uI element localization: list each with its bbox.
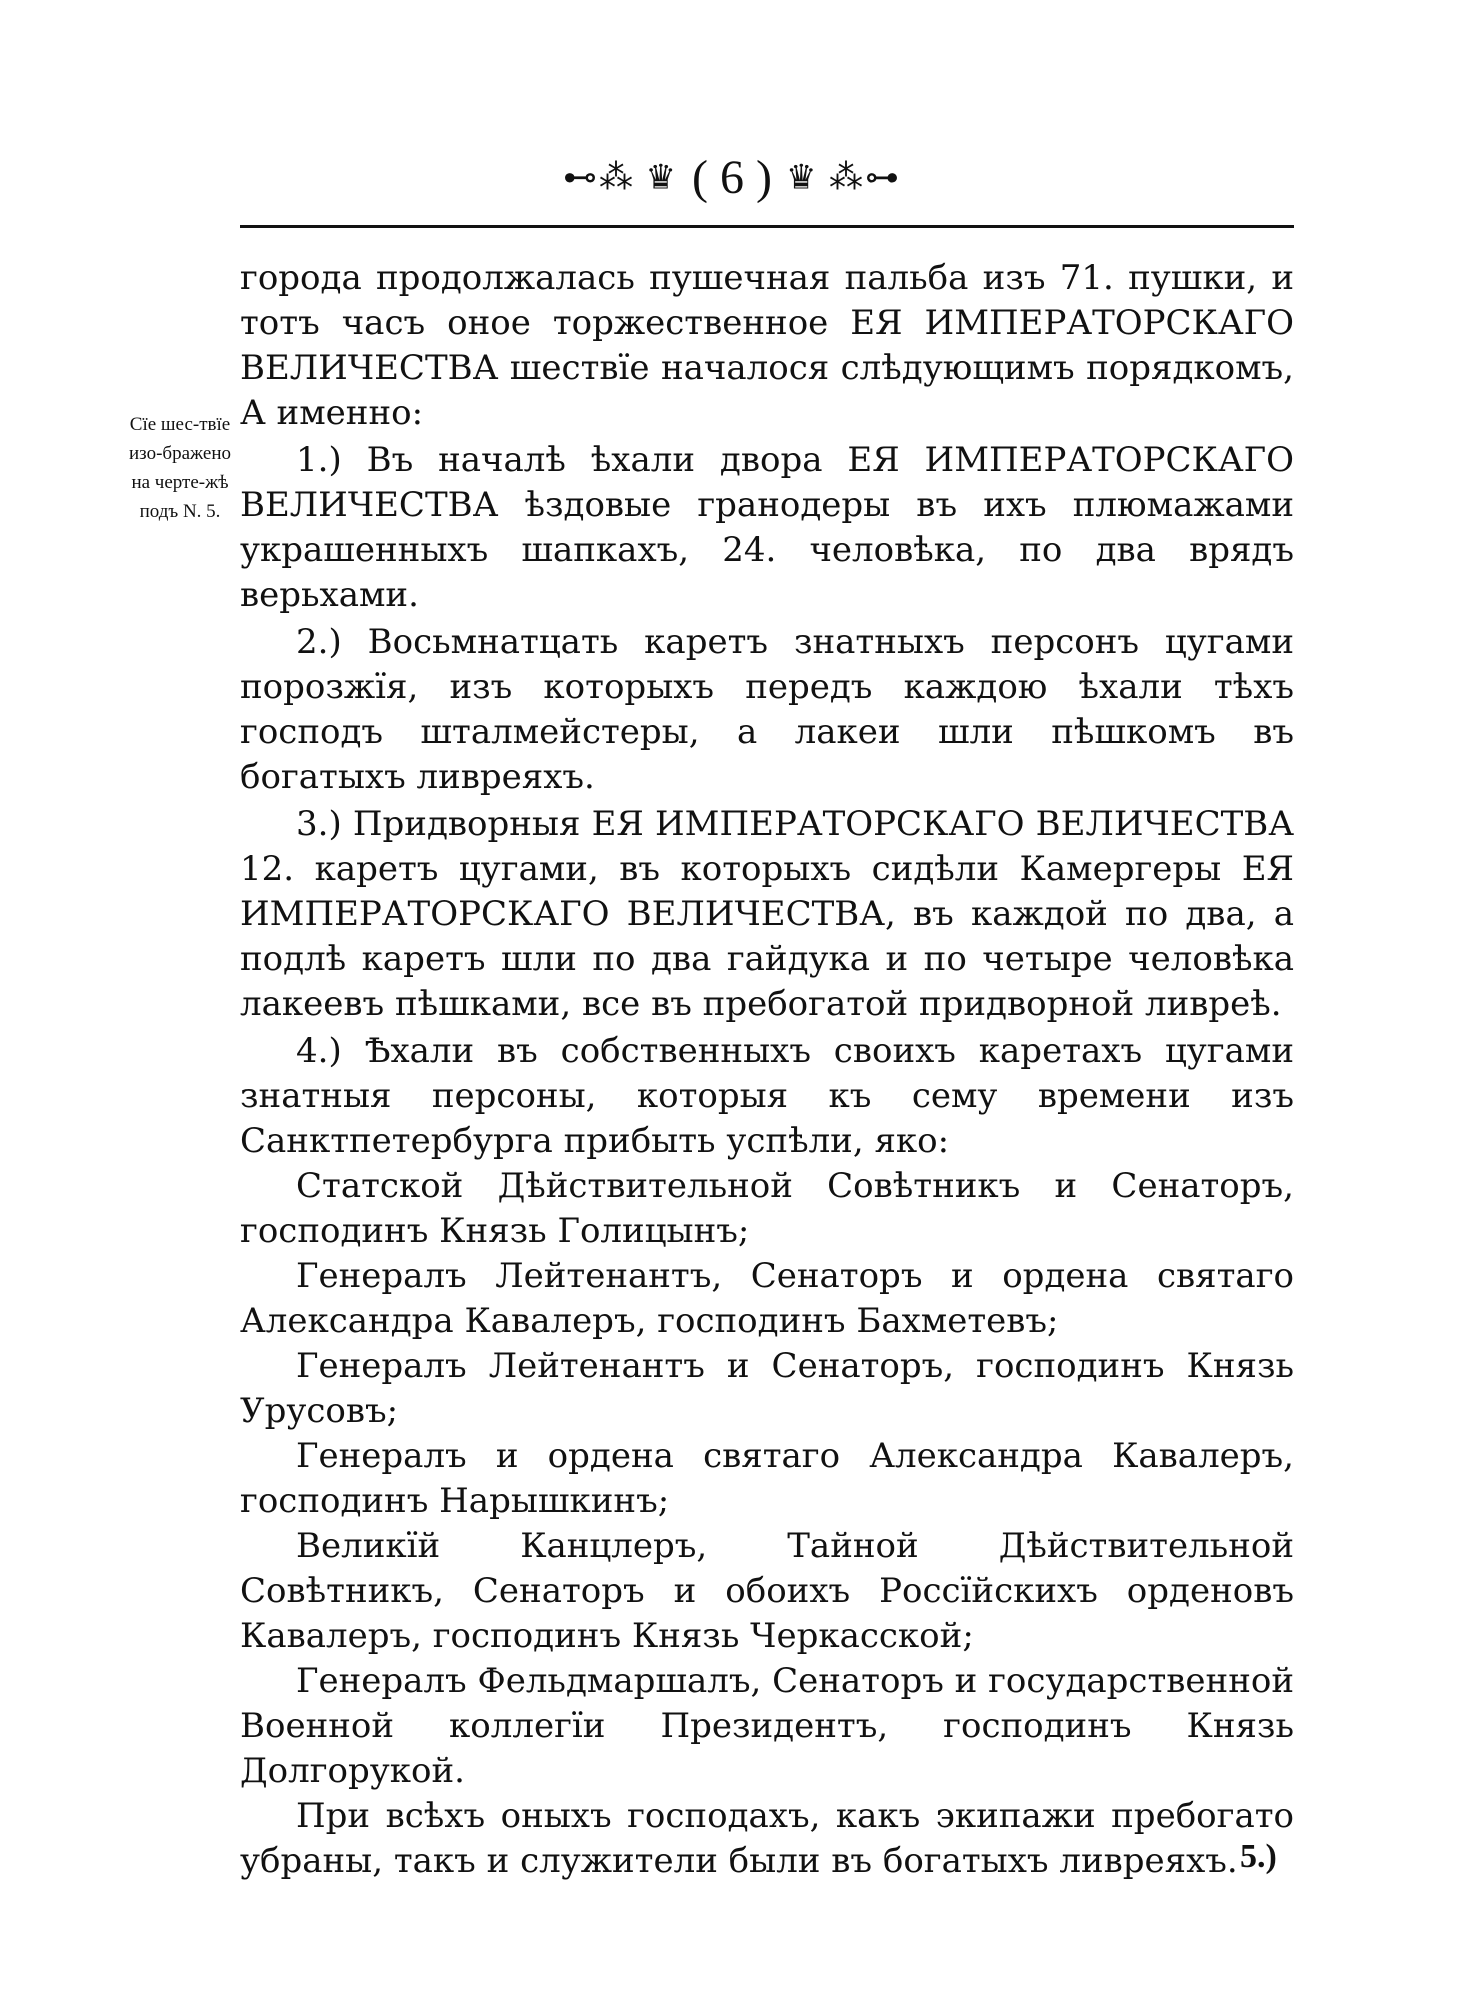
body-text — [240, 256, 1294, 1884]
paragraph-item-4: 4.) Ѣхали въ собственныхъ своихъ каретахъ цугами знатныя персоны, которыя къ сему времени изъ Санктпетербурга прибыть успѣли, яко: — [240, 1031, 1294, 1161]
page-header — [0, 150, 1464, 205]
list-entry-urusov: Генералъ Лейтенантъ и Сенаторъ, господинъ Князь Урусовъ; — [240, 1346, 1294, 1431]
paragraph-continuation: города продолжалась пушечная пальба изъ 71. пушки, и тотъ часъ оное торжественное ЕЯ ИМПЕРАТОРСКАГО ВЕЛИЧЕСТВА шествïе началося слѣдующимъ порядкомъ, А именно: — [240, 258, 1294, 433]
list-entry-bakhmetev: Генералъ Лейтенантъ, Сенаторъ и ордена святаго Александра Кавалеръ, господинъ Бахметевъ; — [240, 1256, 1294, 1341]
ornament-right-icon: ♛ ⁂⊶ — [785, 159, 901, 197]
margin-note: Сïе шес-твïе изо-бражено на черте-жѣ подъ N. 5. — [129, 414, 231, 522]
paragraph-closing: При всѣхъ оныхъ господахъ, какъ экипажи пребогато убраны, такъ и служители были въ богатыхъ ливреяхъ. — [240, 1796, 1294, 1881]
ornament-left-icon: ⊷⁂ ♛ — [563, 159, 679, 197]
header-rule — [240, 225, 1294, 228]
paragraph-item-2: 2.) Восьмнатцать каретъ знатныхъ персонъ цугами порозжïя, изъ которыхъ передъ каждою ѣхали тѣхъ господъ шталмейстеры, а лакеи шли пѣшкомъ въ богатыхъ ливреяхъ. — [240, 622, 1294, 797]
paragraph-item-3: 3.) Придворныя ЕЯ ИМПЕРАТОРСКАГО ВЕЛИЧЕСТВА 12. каретъ цугами, въ которыхъ сидѣли Камергеры ЕЯ ИМПЕРАТОРСКАГО ВЕЛИЧЕСТВА, въ каждой по два, а подлѣ каретъ шли по два гайдука и по четыре человѣка лакеевъ пѣшками, все въ пребогатой придворной ливреѣ. — [240, 804, 1294, 1024]
catchword: 5.) — [1240, 1838, 1277, 1875]
paragraph-item-1: 1.) Въ началѣ ѣхали двора ЕЯ ИМПЕРАТОРСКАГО ВЕЛИЧЕСТВА ѣздовые гранодеры въ ихъ плюмажами украшенныхъ шапкахъ, 24. человѣка, по два врядъ верьхами. — [240, 440, 1294, 615]
list-entry-cherkassky: Великïй Канцлеръ, Тайной Дѣйствительной Совѣтникъ, Сенаторъ и обоихъ Россïйскихъ орденовъ Кавалеръ, господинъ Князь Черкасской; — [240, 1526, 1294, 1656]
list-entry-naryshkin: Генералъ и ордена святаго Александра Кавалеръ, господинъ Нарышкинъ; — [240, 1436, 1294, 1521]
page-number: ( 6 ) — [692, 151, 772, 204]
list-entry-golitsyn: Статской Дѣйствительной Совѣтникъ и Сенаторъ, господинъ Князь Голицынъ; — [240, 1166, 1294, 1251]
list-entry-dolgorukoy: Генералъ Фельдмаршалъ, Сенаторъ и государственной Военной коллегïи Президентъ, господинъ Князь Долгорукой. — [240, 1661, 1294, 1791]
